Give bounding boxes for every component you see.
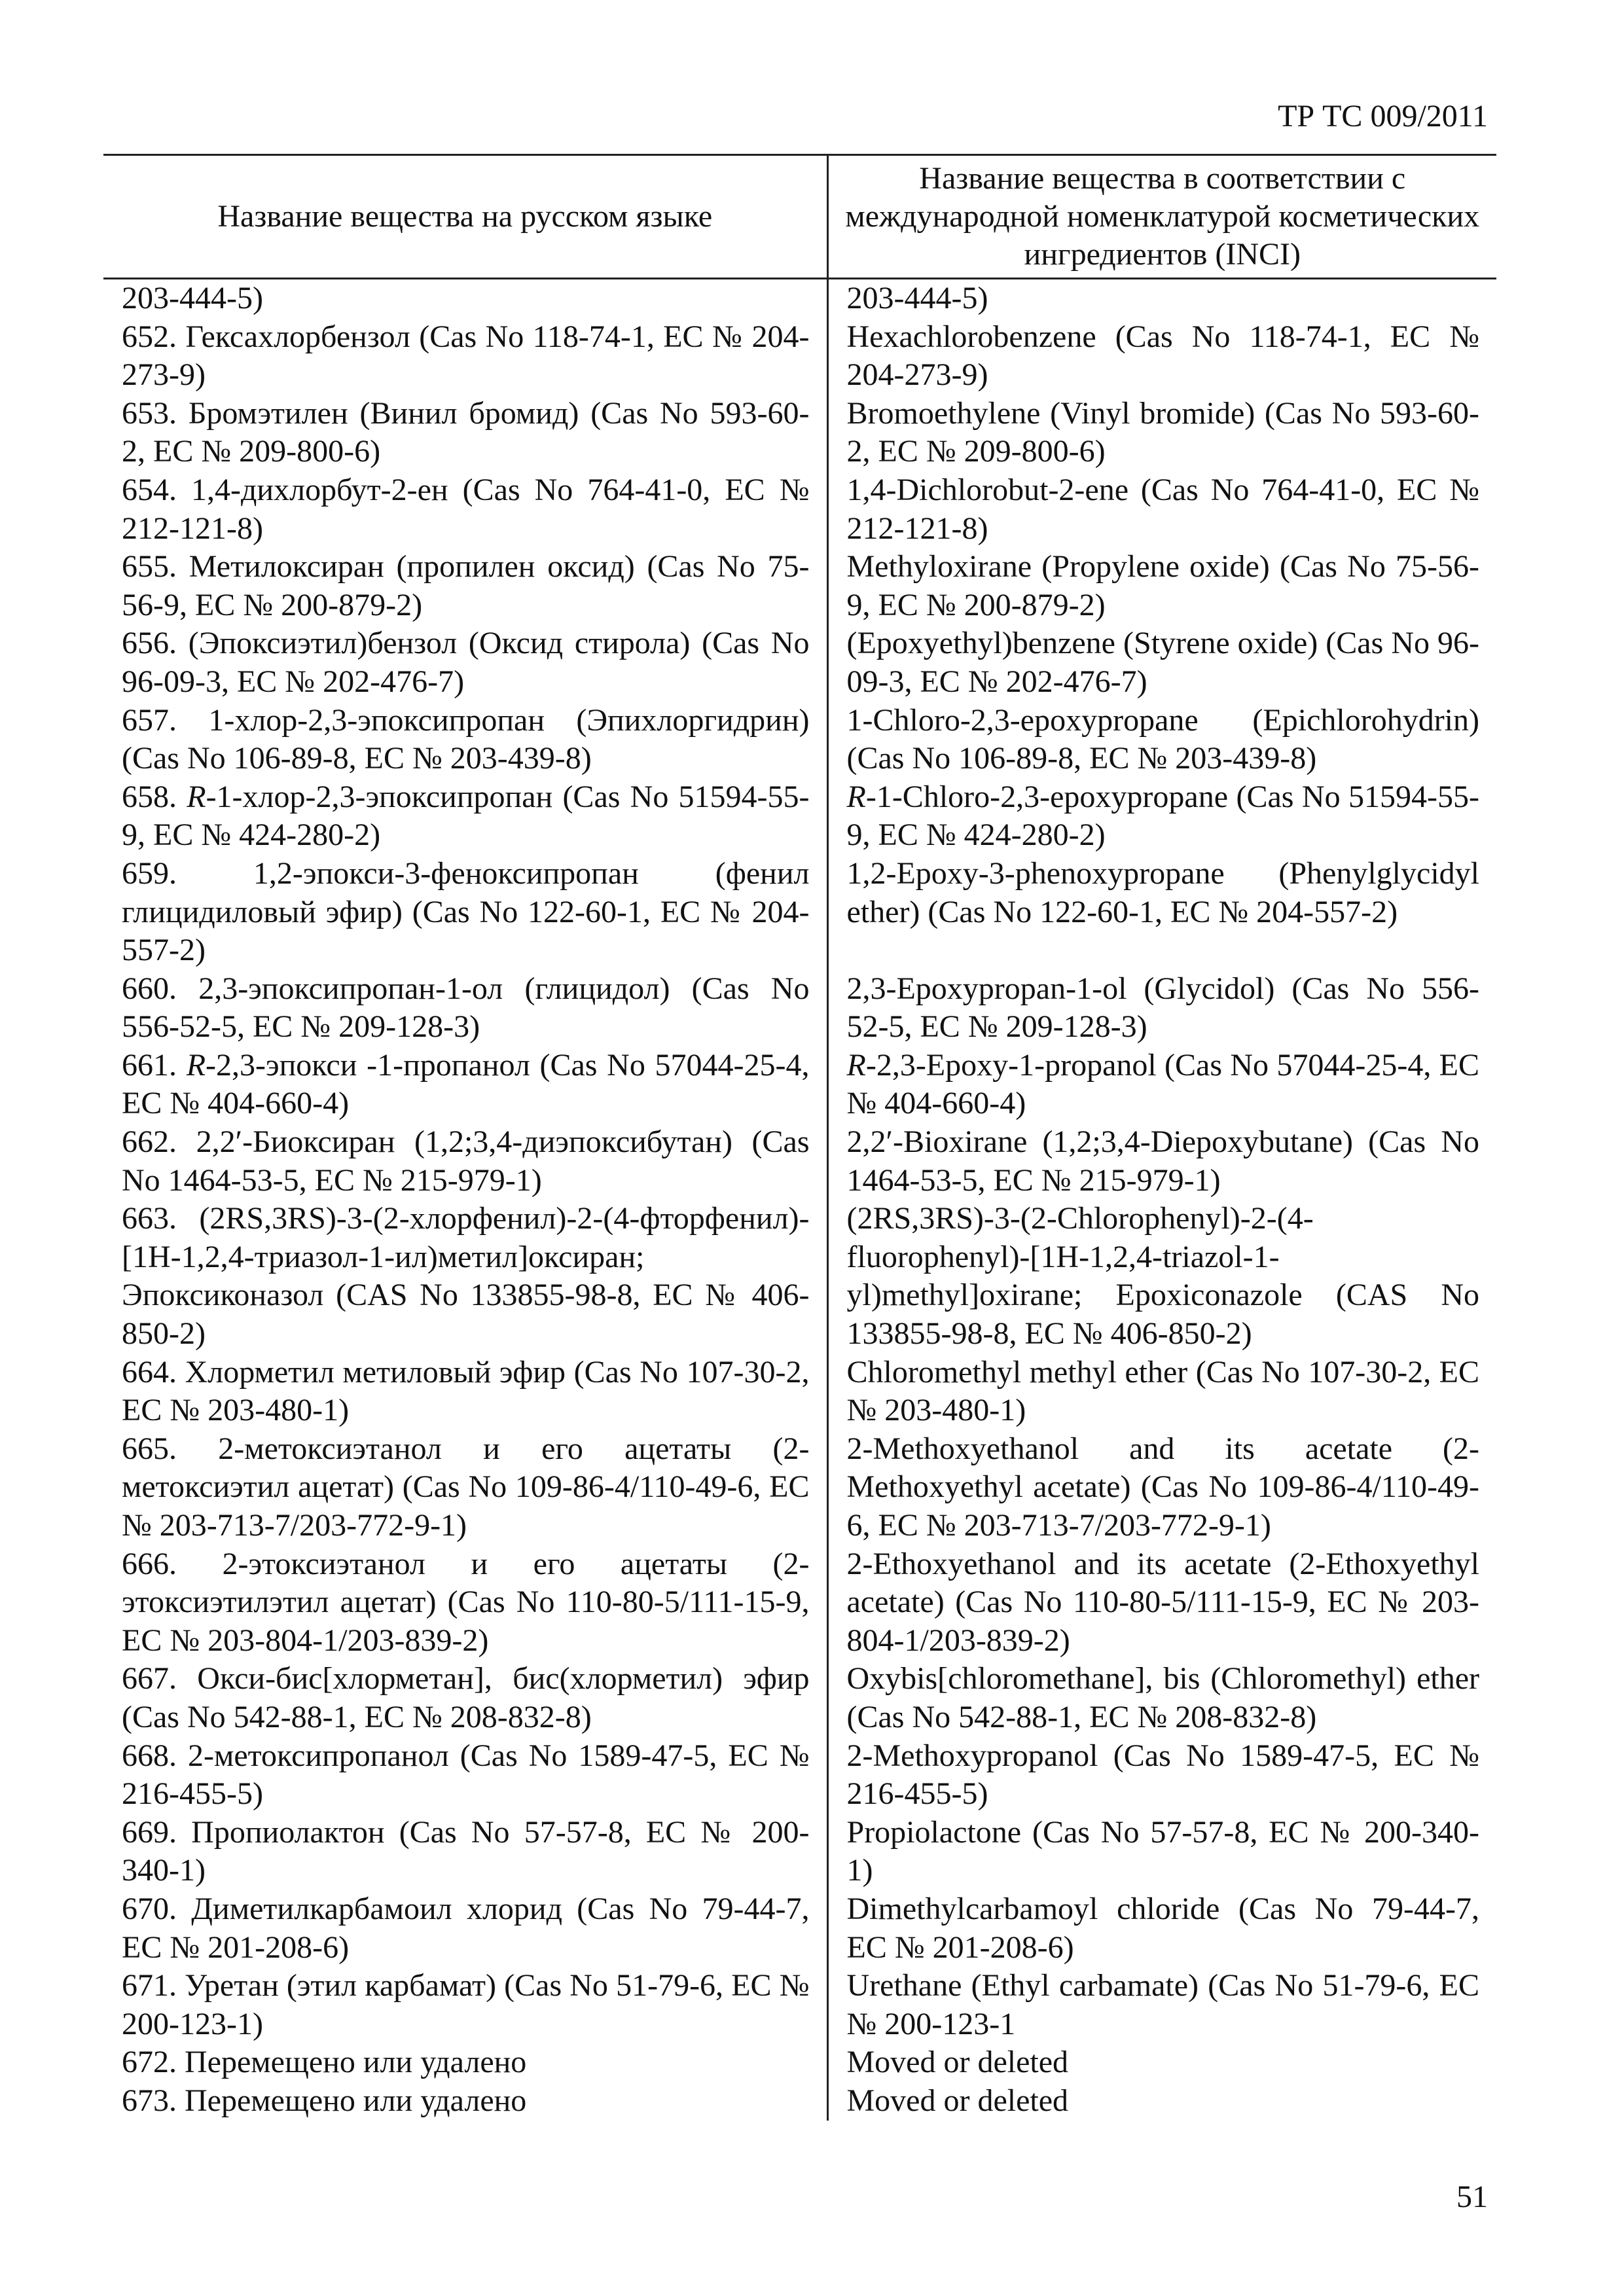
inci-name-cell bbox=[827, 1200, 1496, 1353]
russian-name-cell bbox=[103, 624, 827, 701]
russian-name-text: 668. 2-метоксипропанол (Cas No 1589-47-5, ЕС № 216-455-5) bbox=[122, 1738, 810, 1812]
inci-name-cell bbox=[827, 2082, 1496, 2121]
russian-name-text: 673. Перемещено или удалено bbox=[122, 2083, 527, 2118]
document-code: ТР ТС 009/2011 bbox=[1278, 99, 1488, 134]
russian-name-cell bbox=[103, 1123, 827, 1200]
russian-name-cell bbox=[103, 1200, 827, 1353]
russian-name-cell bbox=[103, 1545, 827, 1660]
table-row bbox=[103, 1545, 1496, 1660]
inci-name-cell bbox=[827, 471, 1496, 548]
inci-name-cell bbox=[827, 2043, 1496, 2082]
russian-name-text: -1-хлор-2,3-эпоксипропан (Cas No 51594-55-9, ЕС № 424-280-2) bbox=[122, 779, 810, 853]
table-row bbox=[103, 548, 1496, 624]
russian-name-cell bbox=[103, 702, 827, 778]
item-number: 661. bbox=[122, 1047, 187, 1083]
inci-name-text: Propiolactone (Cas No 57-57-8, EC № 200-340-1) bbox=[846, 1814, 1479, 1888]
inci-name-text: Bromoethylene (Vinyl bromide) (Cas No 593-60-2, EC № 209-800-6) bbox=[846, 395, 1479, 469]
russian-name-cell bbox=[103, 471, 827, 548]
inci-name-text: (Epoxyethyl)benzene (Styrene oxide) (Cas No 96-09-3, EC № 202-476-7) bbox=[846, 626, 1479, 699]
russian-name-text: 667. Окси-бис[хлорметан], бис(хлорметил) эфир (Cas No 542-88-1, ЕС № 208-832-8) bbox=[122, 1661, 810, 1734]
russian-name-text: -2,3-эпокси -1-пропанол (Cas No 57044-25-4, ЕС № 404-660-4) bbox=[122, 1047, 810, 1121]
russian-name-cell bbox=[103, 2082, 827, 2121]
russian-name-text: 664. Хлорметил метиловый эфир (Cas No 107-30-2, ЕС № 203-480-1) bbox=[122, 1354, 810, 1428]
stereo-prefix: R bbox=[187, 779, 206, 814]
table-row bbox=[103, 2043, 1496, 2082]
inci-name-cell bbox=[827, 1545, 1496, 1660]
table-row bbox=[103, 1660, 1496, 1736]
russian-name-text: 669. Пропиолактон (Cas No 57-57-8, ЕС № 200-340-1) bbox=[122, 1814, 810, 1888]
item-number: 658. bbox=[122, 779, 187, 814]
inci-name-text: Moved or deleted bbox=[846, 2083, 1069, 2118]
inci-name-text: Moved or deleted bbox=[846, 2045, 1069, 2080]
inci-name-text: Hexachlorobenzene (Cas No 118-74-1, EC № 204-273-9) bbox=[846, 319, 1479, 393]
page-number: 51 bbox=[1456, 2179, 1488, 2214]
russian-name-text: 663. (2RS,3RS)-3-(2-хлорфенил)-2-(4-фторфенил)-[1H-1,2,4-триазол-1-ил)метил]оксиран; Эпоксиконазол (CAS No 133855-98-8, ЕС № 406-850-2) bbox=[122, 1201, 810, 1352]
table-row bbox=[103, 1200, 1496, 1353]
russian-name-text: 656. (Эпоксиэтил)бензол (Оксид стирола) (Cas No 96-09-3, ЕС № 202-476-7) bbox=[122, 626, 810, 699]
russian-name-cell bbox=[103, 1967, 827, 2043]
substances-table bbox=[103, 154, 1496, 2121]
stereo-prefix: R bbox=[846, 1047, 866, 1083]
inci-name-cell bbox=[827, 1814, 1496, 1890]
inci-name-cell bbox=[827, 1123, 1496, 1200]
inci-name-cell bbox=[827, 1047, 1496, 1123]
inci-name-text: 2,2′-Bioxirane (1,2;3,4-Diepoxybutane) (Cas No 1464-53-5, EC № 215-979-1) bbox=[846, 1124, 1479, 1198]
table-row bbox=[103, 1354, 1496, 1430]
inci-name-text: 2-Methoxyethanol and its acetate (2-Methoxyethyl acetate) (Cas No 109-86-4/110-49-6, EC № 203-713-7/203-772-9-1) bbox=[846, 1431, 1479, 1543]
russian-name-text: 666. 2-этоксиэтанол и его ацетаты (2-этоксиэтилэтил ацетат) (Cas No 110-80-5/111-15-9, ЕС № 203-804-1/203-839-2) bbox=[122, 1546, 810, 1658]
inci-name-text: Urethane (Ethyl carbamate) (Cas No 51-79-6, EC № 200-123-1 bbox=[846, 1968, 1479, 2041]
inci-name-cell bbox=[827, 318, 1496, 395]
table-row bbox=[103, 1047, 1496, 1123]
russian-name-cell bbox=[103, 970, 827, 1047]
inci-name-text: 1,4-Dichlorobut-2-ene (Cas No 764-41-0, EC № 212-121-8) bbox=[846, 472, 1479, 546]
column-header-inci: Название вещества в соответствии с международной номенклатурой косметических ингредиентов (INCI) bbox=[827, 155, 1496, 279]
table-row bbox=[103, 279, 1496, 318]
table-row bbox=[103, 2082, 1496, 2121]
table-row bbox=[103, 778, 1496, 855]
russian-name-text: 672. Перемещено или удалено bbox=[122, 2045, 527, 2080]
inci-name-text: Chloromethyl methyl ether (Cas No 107-30-2, EC № 203-480-1) bbox=[846, 1354, 1479, 1428]
russian-name-text: 655. Метилоксиран (пропилен оксид) (Cas No 75-56-9, ЕС № 200-879-2) bbox=[122, 549, 810, 622]
table-row bbox=[103, 318, 1496, 395]
column-header-russian: Название вещества на русском языке bbox=[103, 155, 827, 279]
inci-name-text: 1-Chloro-2,3-epoxypropane (Epichlorohydrin) (Cas No 106-89-8, EC № 203-439-8) bbox=[846, 702, 1479, 776]
russian-name-text: 652. Гексахлорбензол (Cas No 118-74-1, ЕС № 204-273-9) bbox=[122, 319, 810, 393]
russian-name-cell bbox=[103, 855, 827, 970]
inci-name-text: -2,3-Epoxy-1-propanol (Cas No 57044-25-4, EC № 404-660-4) bbox=[846, 1047, 1479, 1121]
russian-name-text: 660. 2,3-эпоксипропан-1-ол (глицидол) (Cas No 556-52-5, ЕС № 209-128-3) bbox=[122, 971, 810, 1045]
table-body bbox=[103, 279, 1496, 2121]
inci-name-cell bbox=[827, 1354, 1496, 1430]
inci-name-text: 2,3-Epoxypropan-1-ol (Glycidol) (Cas No 556-52-5, EC № 209-128-3) bbox=[846, 971, 1479, 1045]
inci-name-text: 2-Ethoxyethanol and its acetate (2-Ethoxyethyl acetate) (Cas No 110-80-5/111-15-9, EC № 203-804-1/203-839-2) bbox=[846, 1546, 1479, 1658]
russian-name-cell bbox=[103, 1354, 827, 1430]
russian-name-text: 203-444-5) bbox=[122, 281, 263, 315]
table-row bbox=[103, 1737, 1496, 1814]
russian-name-cell bbox=[103, 778, 827, 855]
russian-name-cell bbox=[103, 548, 827, 624]
inci-name-cell bbox=[827, 624, 1496, 701]
inci-name-cell bbox=[827, 1660, 1496, 1736]
inci-name-cell bbox=[827, 395, 1496, 471]
russian-name-cell bbox=[103, 1737, 827, 1814]
table-row bbox=[103, 702, 1496, 778]
russian-name-text: 659. 1,2-эпокси-3-феноксипропан (фенил глицидиловый эфир) (Cas No 122-60-1, ЕС № 204-557-2) bbox=[122, 855, 810, 968]
russian-name-text: 653. Бромэтилен (Винил бромид) (Cas No 593-60-2, ЕС № 209-800-6) bbox=[122, 395, 810, 469]
table-row bbox=[103, 1123, 1496, 1200]
inci-name-text: 203-444-5) bbox=[846, 281, 988, 315]
inci-name-cell bbox=[827, 1430, 1496, 1545]
table-row bbox=[103, 970, 1496, 1047]
substances-table-wrapper bbox=[103, 154, 1496, 2121]
russian-name-cell bbox=[103, 2043, 827, 2082]
table-header-row bbox=[103, 155, 1496, 279]
inci-name-cell bbox=[827, 1967, 1496, 2043]
table-row bbox=[103, 624, 1496, 701]
inci-name-text: Oxybis[chloromethane], bis (Chloromethyl) ether (Cas No 542-88-1, EC № 208-832-8) bbox=[846, 1661, 1479, 1734]
inci-name-cell bbox=[827, 279, 1496, 318]
russian-name-cell bbox=[103, 318, 827, 395]
inci-name-cell bbox=[827, 970, 1496, 1047]
inci-name-text: Methyloxirane (Propylene oxide) (Cas No 75-56-9, EC № 200-879-2) bbox=[846, 549, 1479, 622]
inci-name-text: 2-Methoxypropanol (Cas No 1589-47-5, EC № 216-455-5) bbox=[846, 1738, 1479, 1812]
russian-name-cell bbox=[103, 1660, 827, 1736]
inci-name-cell bbox=[827, 778, 1496, 855]
russian-name-cell bbox=[103, 1814, 827, 1890]
inci-name-cell bbox=[827, 1737, 1496, 1814]
russian-name-text: 662. 2,2′-Биоксиран (1,2;3,4-диэпоксибутан) (Cas No 1464-53-5, ЕС № 215-979-1) bbox=[122, 1124, 810, 1198]
table-row bbox=[103, 855, 1496, 970]
russian-name-cell bbox=[103, 1890, 827, 1967]
table-row bbox=[103, 1814, 1496, 1890]
stereo-prefix: R bbox=[846, 779, 866, 814]
inci-name-text: -1-Chloro-2,3-epoxypropane (Cas No 51594-55-9, EC № 424-280-2) bbox=[846, 779, 1479, 853]
russian-name-text: 670. Диметилкарбамоил хлорид (Cas No 79-44-7, ЕС № 201-208-6) bbox=[122, 1891, 810, 1965]
russian-name-text: 654. 1,4-дихлорбут-2-ен (Cas No 764-41-0, ЕС № 212-121-8) bbox=[122, 472, 810, 546]
table-row bbox=[103, 1890, 1496, 1967]
stereo-prefix: R bbox=[186, 1047, 206, 1083]
russian-name-text: 657. 1-хлор-2,3-эпоксипропан (Эпихлоргидрин) (Cas No 106-89-8, ЕС № 203-439-8) bbox=[122, 702, 810, 776]
table-row bbox=[103, 1967, 1496, 2043]
inci-name-cell bbox=[827, 855, 1496, 970]
russian-name-cell bbox=[103, 395, 827, 471]
russian-name-text: 665. 2-метоксиэтанол и его ацетаты (2-метоксиэтил ацетат) (Cas No 109-86-4/110-49-6, ЕС № 203-713-7/203-772-9-1) bbox=[122, 1431, 810, 1543]
russian-name-cell bbox=[103, 279, 827, 318]
russian-name-cell bbox=[103, 1430, 827, 1545]
inci-name-text: 1,2-Epoxy-3-phenoxypropane (Phenylglycidyl ether) (Cas No 122-60-1, EC № 204-557-2) bbox=[846, 855, 1479, 929]
table-row bbox=[103, 395, 1496, 471]
inci-name-text: Dimethylcarbamoyl chloride (Cas No 79-44-7, EC № 201-208-6) bbox=[846, 1891, 1479, 1965]
table-row bbox=[103, 1430, 1496, 1545]
russian-name-text: 671. Уретан (этил карбамат) (Cas No 51-79-6, ЕС № 200-123-1) bbox=[122, 1968, 810, 2041]
inci-name-text: (2RS,3RS)-3-(2-Chlorophenyl)-2-(4-fluorophenyl)-[1H-1,2,4-triazol-1-yl)methyl]oxirane; Epoxiconazole (CAS No 133855-98-8, EC № 406-850-2) bbox=[846, 1201, 1479, 1352]
russian-name-cell bbox=[103, 1047, 827, 1123]
inci-name-cell bbox=[827, 702, 1496, 778]
inci-name-cell bbox=[827, 1890, 1496, 1967]
inci-name-cell bbox=[827, 548, 1496, 624]
table-row bbox=[103, 471, 1496, 548]
